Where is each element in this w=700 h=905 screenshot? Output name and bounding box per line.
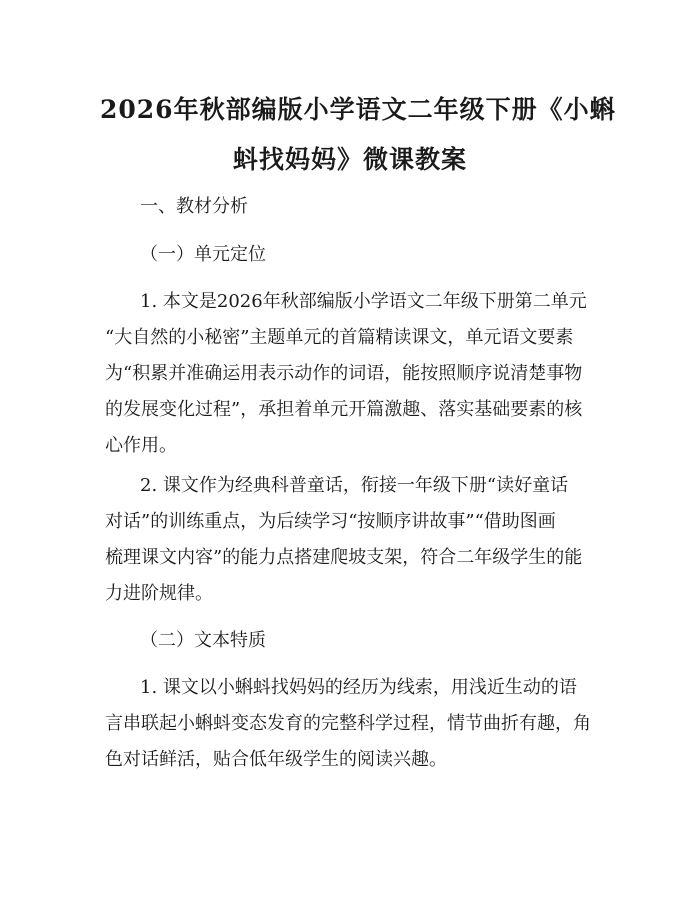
document-title-line-2: 蚪找妈妈》微课教案: [232, 145, 467, 174]
paragraph-line: 言串联起小蝌蚪变态发育的完整科学过程，情节曲折有趣，角: [105, 713, 591, 734]
paragraph-line: 力进阶规律。: [105, 583, 213, 604]
paragraph-line: 对话”的训练重点，为后续学习“按顺序讲故事”“借助图画: [105, 511, 556, 532]
paragraph-line: 色对话鲜活，贴合低年级学生的阅读兴趣。: [105, 749, 447, 770]
paragraph-text-features-1: [105, 670, 595, 778]
paragraph-line: 的发展变化过程”，承担着单元开篇激趣、落实基础要素的核: [105, 399, 583, 420]
paragraph-unit-positioning-2: [105, 468, 595, 612]
paragraph-line: 心作用。: [105, 435, 177, 456]
paragraph-line: 梳理课文内容”的能力点搭建爬坡支架，符合二年级学生的能: [105, 547, 583, 568]
subsection-heading-text-features: （二）文本特质: [140, 630, 266, 651]
document-title-line-1: 2026年秋部编版小学语文二年级下册《小蝌: [100, 95, 616, 124]
section-heading-textbook-analysis: 一、教材分析: [140, 196, 248, 217]
paragraph-line: 2. 课文作为经典科普童话，衔接一年级下册“读好童话: [140, 475, 569, 496]
paragraph-line: 1. 课文以小蝌蚪找妈妈的经历为线索，用浅近生动的语: [140, 677, 577, 698]
paragraph-unit-positioning-1: [105, 284, 595, 464]
paragraph-line: “大自然的小秘密”主题单元的首篇精读课文，单元语文要素: [105, 327, 574, 348]
paragraph-line: 1. 本文是2026年秋部编版小学语文二年级下册第二单元: [140, 291, 587, 312]
subsection-heading-unit-positioning: （一）单元定位: [140, 244, 266, 265]
paragraph-line: 为“积累并准确运用表示动作的词语，能按照顺序说清楚事物: [105, 363, 583, 384]
